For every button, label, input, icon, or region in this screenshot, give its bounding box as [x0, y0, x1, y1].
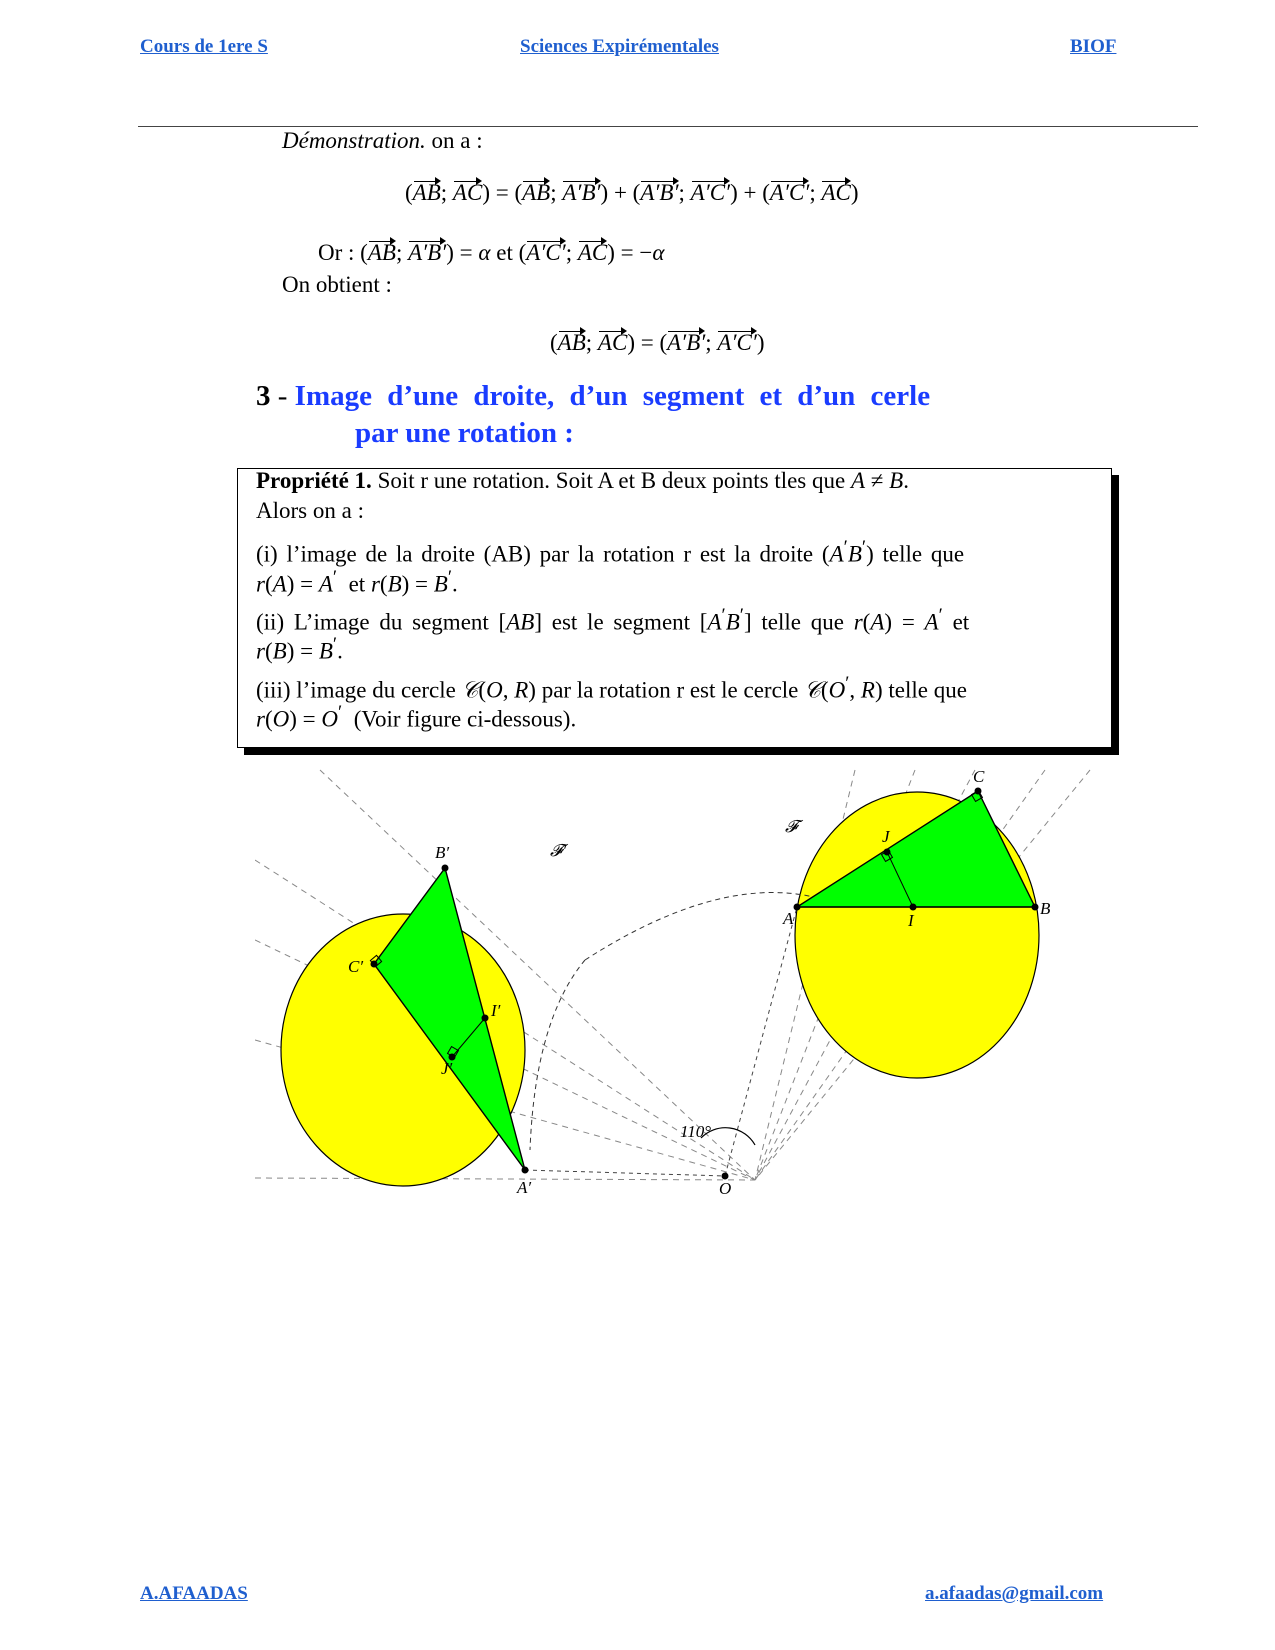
label-i: I [908, 911, 914, 930]
section-title-line1: Image d’une droite, d’un segment et d’un cerle [294, 380, 931, 412]
property-iii-mid: par la rotation r est le cercle [541, 677, 799, 703]
label-angle: 110° [680, 1122, 712, 1141]
property-statement: Soit r une rotation. Soit A et B deux points tles que [377, 468, 846, 493]
property-iii-note: (Voir figure ci-dessous). [353, 706, 577, 732]
label-ap: A′ [517, 1178, 532, 1197]
label-c: C [973, 767, 985, 786]
header-rule [138, 126, 1198, 127]
label-b: B [1040, 899, 1051, 918]
label-cp: C′ [348, 957, 364, 976]
section-title-line2: par une rotation : [355, 417, 574, 449]
demonstration-label: Démonstration. [282, 128, 426, 153]
property-line2: Alors on a : [256, 498, 364, 523]
property-ii-text: (ii) L’image du segment [256, 609, 489, 635]
property-iii-text: (iii) l’image du cercle [256, 677, 456, 703]
or-equation: Or : (AB; A′B′) = α et (A′C′; AC) = −α [318, 240, 665, 265]
segment-ap-o [525, 1170, 725, 1176]
label-f: 𝓕 [785, 817, 798, 836]
property-ii-mid: est le segment [551, 609, 691, 635]
header-course: Cours de 1ere S [140, 36, 268, 57]
property-ii-et: et [952, 609, 970, 635]
footer-author: A.AFAADAS [140, 1583, 248, 1604]
property-i-line2: r(A) = A′ et r(B) = B′. [256, 567, 458, 597]
label-jp: J′ [441, 1059, 453, 1078]
header-track: BIOF [1070, 36, 1117, 57]
property-ii-line2: r(B) = B′. [256, 634, 343, 664]
property-i-text: (i) l’image de la droite (AB) par la rotation r est la droite [256, 541, 814, 567]
property-ii-line1: (ii) L’image du segment [AB] est le segment [A′B′] telle que r(A) = A′ et [256, 605, 970, 635]
label-a: A [783, 909, 794, 928]
header-subject: Sciences Expirémentales [520, 36, 719, 57]
label-j: J [882, 827, 890, 846]
label-o: O [719, 1179, 732, 1198]
property-label: Propriété 1. [256, 468, 372, 493]
section-number: 3 [256, 380, 271, 412]
rotation-arc-2 [530, 960, 585, 1150]
demonstration-line [282, 128, 483, 154]
section-separator: - [277, 380, 288, 412]
rotation-figure [255, 760, 1115, 1220]
and-word: et [496, 240, 513, 265]
section-heading-line1 [256, 380, 930, 413]
property-iii-line1: (iii) l’image du cercle 𝒞(O, R) par la rotation r est le cercle 𝒞(O′, R) telle que [256, 673, 967, 703]
label-fp: 𝓕′ [550, 841, 567, 860]
property-iii-line2: r(O) = O′ (Voir figure ci-dessous). [256, 702, 577, 732]
property-line1: Propriété 1. Soit r une rotation. Soit A et B deux points tles que A ≠ B. [256, 468, 909, 493]
result-equation: (AB; AC) = (A′B′; A′C′) [550, 330, 765, 355]
property-i-end: telle que [882, 541, 965, 567]
or-label: Or : [318, 240, 355, 265]
demonstration-intro: on a : [431, 128, 483, 153]
label-ip: I′ [491, 1001, 501, 1020]
property-iii-end: telle que [888, 677, 967, 703]
angle-chasles-equation: (AB; AC) = (AB; A′B′) + (A′B′; A′C′) + (A′C′; AC) [405, 180, 859, 205]
property-i-line1: (i) l’image de la droite (AB) par la rotation r est la droite (A′B′) telle que [256, 537, 965, 567]
obtain-line: On obtient : [282, 272, 392, 297]
property-ii-end: telle que [761, 609, 844, 635]
label-bp: B′ [435, 843, 450, 862]
footer-email[interactable]: a.afaadas@gmail.com [925, 1583, 1104, 1604]
segment-o-a [725, 907, 797, 1176]
